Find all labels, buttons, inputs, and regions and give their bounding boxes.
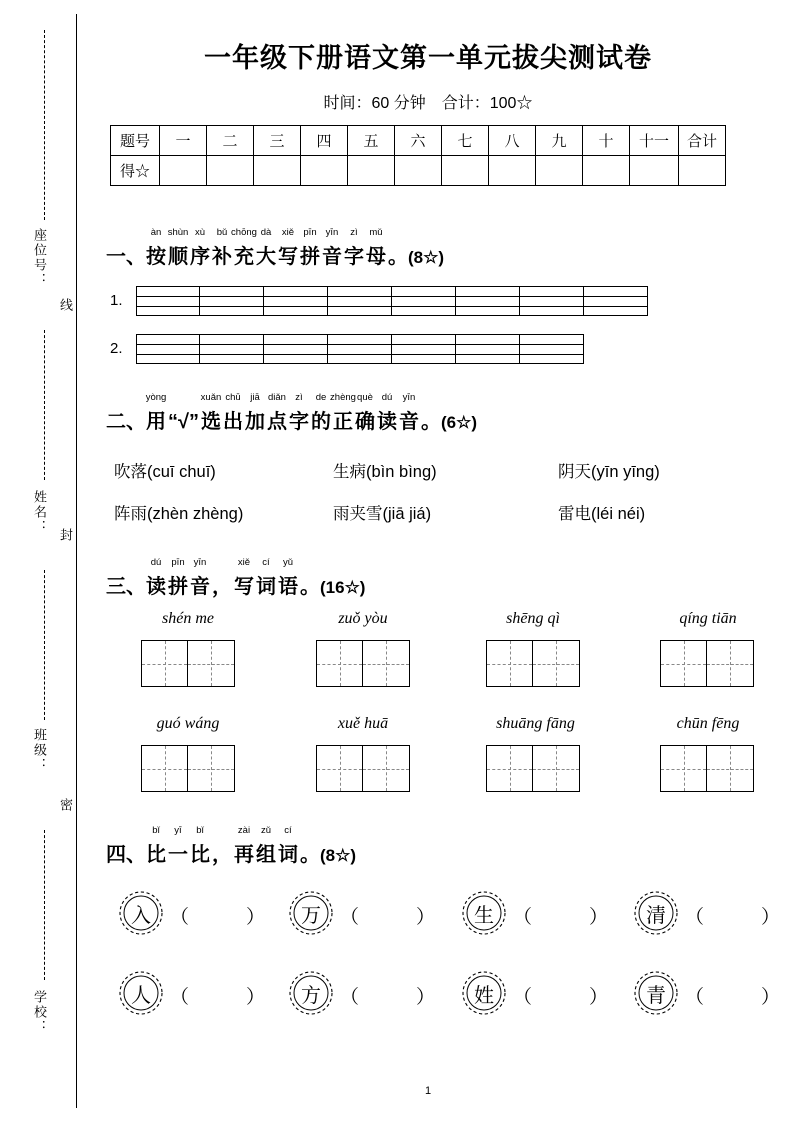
section-1-char-8 (322, 227, 342, 269)
section-1-points: (8☆) (408, 248, 445, 267)
class-label: 班级： (32, 728, 47, 773)
section-3-pinyin-label-6: xuě huā (337, 715, 389, 732)
section-3-heading (106, 557, 776, 599)
answer-bracket-5[interactable]: （ ） (170, 987, 266, 1008)
section-3-pinyin-6: yǔ (282, 557, 294, 568)
dashed-line-3 (44, 570, 45, 720)
section-4-pinyin-0: bǐ (152, 825, 160, 836)
section-1-hanzi-7: 拼 (300, 246, 320, 268)
dashed-line-4 (44, 830, 45, 980)
section-1-char-6 (278, 227, 298, 269)
tianzige-cell[interactable] (707, 745, 754, 792)
section-4-char-cell-7: 姓 (474, 984, 494, 1007)
section-2-pinyin-2: xuǎn (200, 392, 222, 403)
seal-char-feng: 封 (58, 528, 73, 541)
section-3-char-3 (212, 570, 232, 599)
section-3-pinyin-label-8: chūn fēng (676, 715, 740, 732)
section-1-hanzi-3: 补 (212, 246, 232, 268)
section-2-item-3[interactable]: 阴天(yīn yīng) (558, 463, 660, 481)
fourline-cell[interactable] (456, 334, 520, 364)
section-2-index: 二、 (106, 411, 146, 433)
score-value-7[interactable] (442, 156, 489, 186)
flower-shape-1 (113, 885, 169, 941)
page-title: 一年级下册语文第一单元拔尖测试卷 (204, 43, 652, 73)
section-1-hanzi-9: 字 (344, 246, 364, 268)
section-2-item-2[interactable]: 生病(bìn bìng) (333, 463, 437, 481)
section-2-hanzi-9: 确 (354, 411, 375, 433)
section-2-char-2 (200, 392, 222, 434)
section-4-hanzi-1: 一 (168, 844, 188, 866)
left-margin-strip (0, 0, 78, 1122)
tianzige-cell[interactable] (660, 745, 707, 792)
seal-char-mi: 密 (58, 798, 73, 811)
section-2-hanzi-11: 音 (398, 411, 419, 433)
section-4-tail: 。 (300, 844, 320, 866)
section-2-item-4[interactable]: 阵雨(zhèn zhèng) (114, 505, 244, 523)
section-1-pinyin-1: shùn (167, 227, 189, 238)
score-value-5[interactable] (348, 156, 395, 186)
section-3-hanzi-3: ， (212, 576, 232, 598)
score-col-4: 四 (301, 126, 348, 156)
section-1-hanzi-4: 充 (234, 246, 254, 268)
answer-bracket-6[interactable]: （ ） (340, 987, 436, 1008)
section-4-points: (8☆) (320, 846, 357, 865)
section-3-hanzi-4: 写 (234, 576, 254, 598)
section-4-char-cell-1: 入 (131, 904, 151, 927)
dashed-line-2 (44, 330, 45, 480)
section-1-pinyin-10: mǔ (369, 227, 383, 238)
section-2-char-5 (266, 392, 287, 434)
section-2-char-4 (244, 392, 265, 434)
section-1-char-2 (190, 227, 210, 269)
section-4-char-0 (146, 825, 166, 867)
section-3-pinyin-label-5: guó wáng (156, 715, 220, 732)
score-value-3[interactable] (254, 156, 301, 186)
section-1-pinyin-4: chōng (231, 227, 257, 238)
section-2-hanzi-10: 读 (376, 411, 397, 433)
section-1-pinyin-6: xiě (281, 227, 295, 238)
section-4-char-cell-2: 万 (301, 904, 321, 927)
section-2-points: (6☆) (440, 413, 478, 432)
section-3-grid-7[interactable] (486, 745, 580, 792)
fourline-cell[interactable] (456, 286, 520, 316)
section-2-item-1[interactable]: 吹落(cuī chuī) (114, 463, 216, 481)
tianzige-cell[interactable] (707, 640, 754, 687)
score-row-label-defen: 得☆ (111, 156, 160, 186)
section-2-hanzi-1: “√” (168, 411, 199, 433)
section-2-char-10 (376, 392, 397, 434)
score-col-10: 十 (583, 126, 630, 156)
section-1-pinyin-8: yīn (325, 227, 339, 238)
score-col-9: 九 (536, 126, 583, 156)
section-4-char-5 (256, 825, 276, 867)
fourline-cell[interactable] (392, 334, 456, 364)
score-value-1[interactable] (160, 156, 207, 186)
section-3-pinyin-label-7: shuāng fāng (496, 715, 575, 732)
section-3-grid-1[interactable] (141, 640, 235, 687)
tianzige-cell[interactable] (660, 640, 707, 687)
section-4-hanzi-3: ， (212, 844, 232, 866)
section-2-heading (106, 392, 776, 434)
section-1-hanzi-6: 写 (278, 246, 298, 268)
score-col-5: 五 (348, 126, 395, 156)
section-1-pinyin-9: zì (350, 227, 358, 238)
section-3-pinyin-0: dú (150, 557, 162, 568)
fourline-cell[interactable] (520, 334, 584, 364)
section-2-item-5[interactable]: 雨夹雪(jiā jiá) (333, 505, 432, 523)
section-3-hanzi-2: 音 (190, 576, 210, 598)
section-1-char-4 (231, 227, 257, 269)
section-4-hanzi-2: 比 (190, 844, 210, 866)
section-3-pinyin-4: xiě (237, 557, 251, 568)
score-value-4[interactable] (301, 156, 348, 186)
section-4-pinyin-4: zài (237, 825, 251, 836)
section-2-hanzi-8: 正 (332, 411, 353, 433)
section-3-pinyin-2: yīn (193, 557, 207, 568)
section-1-char-3 (212, 227, 232, 269)
score-table-header-row (111, 126, 726, 156)
section-2-pinyin-10: dú (381, 392, 393, 403)
section-4-char-cell-3: 生 (474, 904, 494, 927)
section-4-pinyin-2: bǐ (196, 825, 204, 836)
section-1-pinyin-7: pīn (303, 227, 317, 238)
section-2-char-8 (330, 392, 356, 434)
score-value-6[interactable] (395, 156, 442, 186)
section-4-char-6 (278, 825, 298, 867)
section-3-pinyin-label-4: qíng tiān (679, 610, 737, 627)
section-3-index: 三、 (106, 576, 146, 598)
section-1-hanzi-2: 序 (190, 246, 210, 268)
exam-content (88, 0, 788, 1122)
section-1-pinyin-0: àn (150, 227, 162, 238)
fourline-cell[interactable] (264, 286, 328, 316)
section-1-hanzi-0: 按 (146, 246, 166, 268)
section-2-hanzi-2: 选 (200, 411, 221, 433)
section-4-heading (106, 825, 776, 867)
section-3-hanzi-5: 词 (256, 576, 276, 598)
score-row-label-tihao: 题号 (111, 126, 160, 156)
section-1-char-7 (300, 227, 320, 269)
section-1-index: 一、 (106, 246, 146, 268)
tianzige-cell[interactable] (363, 640, 410, 687)
section-1-pinyin-3: bǔ (216, 227, 228, 238)
section-1-hanzi-5: 大 (256, 246, 276, 268)
section-4-hanzi-4: 再 (234, 844, 254, 866)
tianzige-cell[interactable] (486, 745, 533, 792)
score-value-10[interactable] (583, 156, 630, 186)
tianzige-cell[interactable] (141, 745, 188, 792)
section-1-hanzi-10: 母 (366, 246, 386, 268)
fourline-cell[interactable] (200, 286, 264, 316)
section-2-char-1 (168, 411, 199, 434)
section-4-pinyin-5: zǔ (260, 825, 272, 836)
answer-bracket-8[interactable]: （ ） (685, 987, 781, 1008)
section-3-char-6 (278, 557, 298, 599)
score-value-9[interactable] (536, 156, 583, 186)
margin-vertical-rule (76, 14, 77, 1108)
section-1-fourline-row-1[interactable] (136, 286, 648, 316)
tianzige-cell[interactable] (533, 640, 580, 687)
section-2-item-6[interactable]: 雷电(léi néi) (558, 505, 646, 523)
score-table (110, 125, 726, 186)
section-1-char-1 (167, 227, 189, 269)
section-1-item-2-number: 2. (110, 340, 123, 357)
school-label: 学校： (32, 990, 47, 1035)
section-2-pinyin-7: de (315, 392, 327, 403)
section-1-pinyin-5: dà (260, 227, 272, 238)
section-3-tail: 。 (300, 576, 320, 598)
section-3-char-1 (168, 557, 188, 599)
score-col-11: 十一 (630, 126, 679, 156)
tianzige-cell[interactable] (141, 640, 188, 687)
tianzige-cell[interactable] (316, 745, 363, 792)
section-2-pinyin-11: yīn (402, 392, 416, 403)
fourline-cell[interactable] (584, 286, 648, 316)
score-col-6: 六 (395, 126, 442, 156)
fourline-cell[interactable] (136, 334, 200, 364)
section-1-heading (106, 227, 776, 269)
score-col-8: 八 (489, 126, 536, 156)
fourline-cell[interactable] (264, 334, 328, 364)
tianzige-cell[interactable] (188, 640, 235, 687)
score-col-7: 七 (442, 126, 489, 156)
section-2-hanzi-0: 用 (146, 411, 166, 433)
section-3-grid-3[interactable] (486, 640, 580, 687)
section-3-grid-4[interactable] (660, 640, 754, 687)
score-col-total: 合计 (679, 126, 726, 156)
section-2-char-3 (222, 392, 243, 434)
answer-bracket-1[interactable]: （ ） (170, 907, 266, 928)
section-3-char-4 (234, 557, 254, 599)
seat-number-label: 座位号： (32, 228, 47, 288)
section-4-pinyin-1: yī (174, 825, 182, 836)
section-1-char-0 (146, 227, 166, 269)
section-2-hanzi-5: 点 (266, 411, 287, 433)
flower-shape-4 (628, 885, 684, 941)
section-1-tail: 。 (388, 246, 408, 268)
section-3-char-2 (190, 557, 210, 599)
section-3-pinyin-label-1: shén me (162, 610, 214, 627)
seal-char-xian: 线 (58, 298, 73, 311)
score-col-2: 二 (207, 126, 254, 156)
section-2-pinyin-9: què (357, 392, 373, 403)
section-3-pinyin-5: cí (262, 557, 270, 568)
section-3-char-5 (256, 557, 276, 599)
section-3-hanzi-0: 读 (146, 576, 166, 598)
score-col-1: 一 (160, 126, 207, 156)
section-2-pinyin-0: yòng (145, 392, 167, 403)
section-4-char-1 (168, 825, 188, 867)
score-value-2[interactable] (207, 156, 254, 186)
section-3-grid-2[interactable] (316, 640, 410, 687)
section-2-pinyin-3: chū (225, 392, 241, 403)
flower-shape-2 (283, 885, 339, 941)
section-4-pinyin-6: cí (284, 825, 292, 836)
section-3-points: (16☆) (320, 578, 366, 597)
section-2-char-11 (398, 392, 419, 434)
page-number: 1 (424, 1085, 432, 1097)
flower-shape-5 (113, 965, 169, 1021)
section-1-hanzi-8: 音 (322, 246, 342, 268)
section-2-char-0 (145, 392, 167, 434)
section-2-hanzi-6: 字 (288, 411, 309, 433)
section-4-index: 四、 (106, 844, 146, 866)
dashed-line-1 (44, 30, 45, 220)
flower-shape-8 (628, 965, 684, 1021)
section-3-char-0 (146, 557, 166, 599)
section-3-grid-5[interactable] (141, 745, 235, 792)
section-2-pinyin-4: jiā (250, 392, 260, 403)
fourline-cell[interactable] (328, 286, 392, 316)
section-2-char-9 (354, 392, 375, 434)
score-value-total[interactable] (679, 156, 726, 186)
section-4-hanzi-5: 组 (256, 844, 276, 866)
section-2-tail: 。 (420, 411, 441, 433)
exam-subtitle: 时间：60 分钟 合计：100☆ (323, 95, 533, 112)
section-3-grid-6[interactable] (316, 745, 410, 792)
section-3-pinyin-1: pīn (171, 557, 185, 568)
section-4-char-cell-5: 人 (131, 984, 151, 1007)
flower-shape-6 (283, 965, 339, 1021)
section-2-hanzi-7: 的 (310, 411, 331, 433)
section-4-hanzi-0: 比 (146, 844, 166, 866)
section-1-hanzi-1: 顺 (168, 246, 188, 268)
section-2-pinyin-5: diǎn (268, 392, 286, 403)
fourline-cell[interactable] (136, 286, 200, 316)
fourline-cell[interactable] (200, 334, 264, 364)
section-4-char-2 (190, 825, 210, 867)
section-1-item-1-number: 1. (110, 292, 123, 309)
section-4-char-4 (234, 825, 254, 867)
section-2-pinyin-8: zhèng (330, 392, 356, 403)
tianzige-cell[interactable] (316, 640, 363, 687)
section-1-char-10 (366, 227, 386, 269)
section-3-hanzi-1: 拼 (168, 576, 188, 598)
section-2-hanzi-3: 出 (222, 411, 243, 433)
answer-bracket-4[interactable]: （ ） (685, 907, 781, 928)
section-1-char-9 (344, 227, 364, 269)
score-col-3: 三 (254, 126, 301, 156)
score-table-value-row (111, 156, 726, 186)
fourline-cell[interactable] (328, 334, 392, 364)
section-4-char-cell-8: 青 (646, 984, 666, 1007)
score-value-8[interactable] (489, 156, 536, 186)
section-2-hanzi-4: 加 (244, 411, 265, 433)
section-3-hanzi-6: 语 (278, 576, 298, 598)
fourline-cell[interactable] (392, 286, 456, 316)
section-2-pinyin-6: zì (295, 392, 303, 403)
answer-bracket-3[interactable]: （ ） (513, 907, 609, 928)
section-1-pinyin-2: xù (194, 227, 206, 238)
tianzige-cell[interactable] (486, 640, 533, 687)
section-1-char-5 (256, 227, 276, 269)
flower-shape-3 (456, 885, 512, 941)
name-label: 姓名： (32, 490, 47, 535)
section-4-char-cell-6: 方 (301, 984, 321, 1007)
section-2-char-7 (310, 392, 331, 434)
score-value-11[interactable] (630, 156, 679, 186)
section-1-fourline-row-2[interactable] (136, 334, 584, 364)
tianzige-cell[interactable] (188, 745, 235, 792)
section-2-char-6 (288, 392, 309, 434)
tianzige-cell[interactable] (363, 745, 410, 792)
section-4-char-cell-4: 清 (646, 904, 666, 927)
section-3-pinyin-label-2: zuǒ yòu (338, 610, 388, 627)
section-3-grid-8[interactable] (660, 745, 754, 792)
fourline-cell[interactable] (520, 286, 584, 316)
flower-shape-7 (456, 965, 512, 1021)
section-4-hanzi-6: 词 (278, 844, 298, 866)
answer-bracket-7[interactable]: （ ） (513, 987, 609, 1008)
section-3-pinyin-label-3: shēng qì (506, 610, 560, 627)
section-4-char-3 (212, 838, 232, 867)
tianzige-cell[interactable] (533, 745, 580, 792)
answer-bracket-2[interactable]: （ ） (340, 907, 436, 928)
